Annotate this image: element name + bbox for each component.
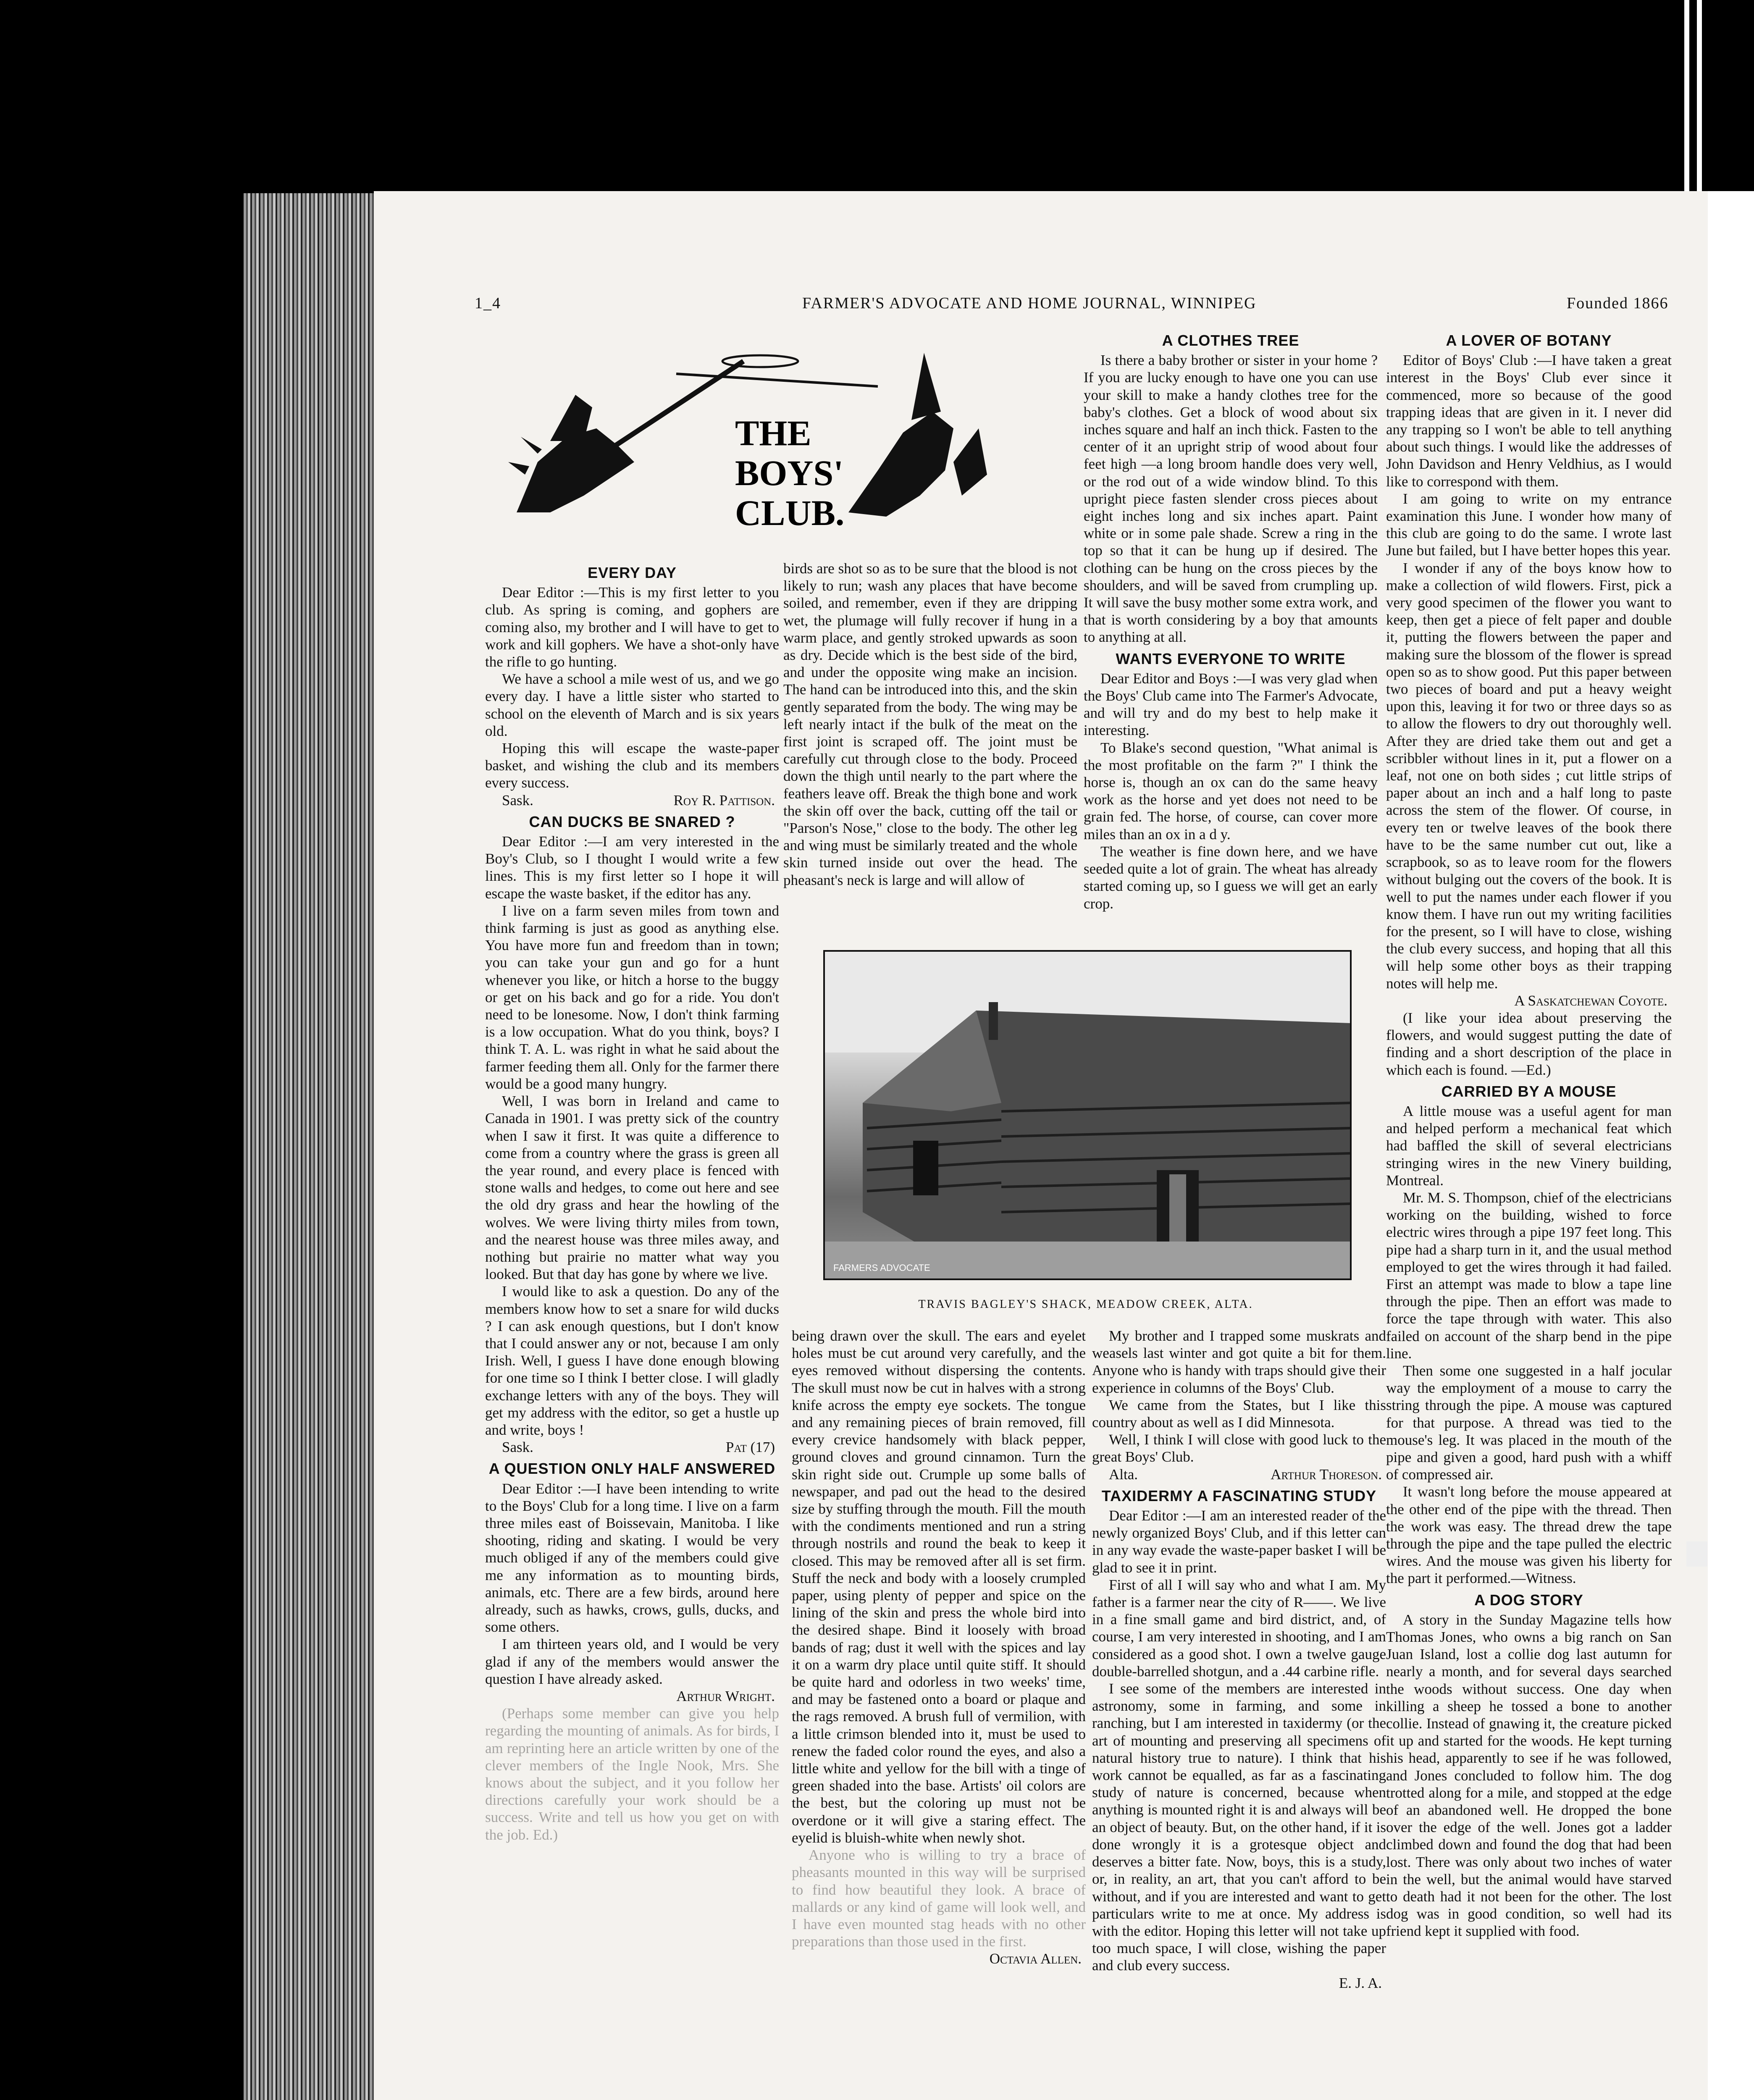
taxidermy-p3: I see some of the members are interested in astronomy, some in farming, and some in ranching, but I am interested in taxidermy (or the art of mounting and preserving all specimens of natural history true to nature). I think that his work cannot be equalled, as far as a fascinating study of nature is concerned, because when anything is mounted right it is and always will be an object of beauty. But, on the other hand, if it is done wrongly it is a grotesque object and deserves a bitter fate. Now, boys, this is a study, or, in reality, an art, that you can't afford to be without, and if you are interested and want to get particulars write to me at once. My address is with the editor. Hoping this letter will not take up too much space, I will close, wishing the paper and club every success. <box>1092 1680 1386 1974</box>
every-day-p1: Dear Editor :—This is my first letter to you club. As spring is coming, and gophers are coming also, my brother and I will have to get to work and kill gophers. We have a shot-only have the rifle to go hunting. <box>485 584 779 670</box>
wants-p5: We came from the States, but I like this country about as well as I did Minnesota. <box>1092 1396 1386 1431</box>
question-p4: birds are shot so as to be sure that the blood is not likely to run; wash any places that have become soiled, and remember, even if they are dripping wet, the plumage will fully recover if hung in a warm place, and gently stroked upwards as soon as dry. Decide which is the best side of the bird, and under the opposite wing make an incision. The hand can be introduced into this, and the skin gently separated from the body. The wing may be left nearly intact if the bulk of the meat on the first joint is scraped off. The joint must be carefully cut through close to the body. Proceed down the thigh until nearly to the part where the feathers leave off. Break the thigh bone and work the skin off over the back, cutting off the tail or "Parson's Nose," close to the body. The other leg and wing must be similarly treated and the whole skin turned inside out over the head. The pheasant's neck is large and will allow of <box>783 560 1077 888</box>
heading-botany: A LOVER OF BOTANY <box>1446 332 1612 349</box>
photo-caption: TRAVIS BAGLEY'S SHACK, MEADOW CREEK, ALTA. <box>918 1298 1253 1311</box>
column-2-bottom <box>792 1327 1086 1968</box>
mouse-p4: It wasn't long before the mouse appeared at the other end of the pipe with the thread. Then the work was easy. The thread drew the tape through the pipe and the tape pulled the electric wires. And the mouse was given his liberty for the part it performed.—Witness. <box>1386 1483 1672 1587</box>
question-signature: Arthur Wright. <box>676 1688 775 1704</box>
heading-ducks: CAN DUCKS BE SNARED ? <box>529 813 735 830</box>
botany-p2: I am going to write on my entrance examination this June. I wonder how many of this club are going to do the same. I wrote last June but failed, but I have better hopes this year. <box>1386 490 1672 559</box>
book-page-edges <box>244 193 386 2100</box>
mouse-p1: A little mouse was a useful agent for man and helped perform a mechanical feat which had baffled the skill of several electricians stringing wires in the new Vinery building, Montreal. <box>1386 1102 1672 1189</box>
question-p6: Anyone who is willing to try a brace of pheasants mounted in this way will be surprised to find how beautiful they look. A brace of mallards or any kind of game will look well, and I have even mounted stag heads with no other preparations than those used in the first. <box>792 1847 1086 1950</box>
gun-barrel <box>571 361 743 475</box>
wants-signature: Alta. Arthur Thoreson. <box>1109 1466 1382 1483</box>
boys-club-masthead <box>500 336 1025 533</box>
heading-taxidermy: TAXIDERMY A FASCINATING STUDY <box>1101 1487 1377 1504</box>
botany-p3: I wonder if any of the boys know how to make a collection of wild flowers. First, pick a very good specimen of the flower you want to keep, then get a piece of felt paper and double it, putting the flowers between the paper and making sure the blossom of the flower is spread open so as to show good. Put this paper between two pieces of board and put a heavy weight upon this, leaving it for two or three days so as to allow the flowers to dry out thoroughly well. After they are dried take them out and get a scribbler without lines in it, put a flower on a leaf, not one on both sides ; cut little strips of paper about an inch and a half long to paste across the stem of the flower. Of course, in every ten or twelve leaves of the book there have to be the same number cut out, like a scrapbook, so as to leave room for the flowers without bulging out the covers of the book. It is well to put the names under each flower if you know them. I have run out my writing facilities for the present, so I will have to close, wishing the club every success, and hoping that all this will help some other boys as their trapping notes will help me. <box>1386 559 1672 992</box>
every-day-p2: We have a school a mile west of us, and we go every day. I have a little sister who started to school on the eleventh of March and is six years old. <box>485 671 779 739</box>
question-p1: Dear Editor :—I have been intending to write to the Boys' Club for a long time. I live on a farm three miles east of Boissevain, Manitoba. I like shooting, riding and skating. I would be very much obliged if any of the members could give me any information as to mounting birds, animals, etc. There are a few birds, around here already, such as hawks, crows, gulls, ducks, and some others. <box>485 1480 779 1635</box>
page-tab <box>1686 1541 1707 1567</box>
taxidermy-p1: Dear Editor :—I am an interested reader of the newly organized Boys' Club, and if this letter can in any way evade the waste-paper basket I will be glad to see it in print. <box>1092 1507 1386 1576</box>
mouse-p3: Then some one suggested in a half jocular way the employment of a mouse to carry the string through the pipe. A mouse was captured for that purpose. A thread was tied to the mouse's leg. It was placed in the mouth of the pipe and given a good, hard push with a whiff of compressed air. <box>1386 1362 1672 1483</box>
question-p2: I am thirteen years old, and I would be very glad if any of the members would answer the question I have already asked. <box>485 1636 779 1687</box>
ducks-p2: I live on a farm seven miles from town and think farming is just as good as anything else. You have more fun and freedom than in town; you can take your gun and go for a hunt whenever you like, or hitch a horse to the buggy or get on his back and go for a ride. You don't need to be lonesome. Now, I don't think farming is a low occupation. What do you think, boys? I think T. A. L. was right in what he said about the farmer feeding them all. Only for the farmer there would be a good many hungry. <box>485 902 779 1092</box>
question-p5: being drawn over the skull. The ears and eyelet holes must be cut around very carefully, and the eyes removed without dispersing the contents. The skull must now be cut in halves with a strong knife across the empty eye sockets. The tongue and any remaining pieces of brain removed, fill every crevice handsomely with black pepper, ground cloves and ground cinnamon. Turn the skin right side out. Crumple up some balls of newspaper, and pad out the head to the desired size by stuffing through the mouth. Fill the mouth with the condiments mentioned and run a string through nostrils and round the beak to keep it closed. This may be removed after all is set firm. Stuff the neck and body with a loosely crumpled paper, using plenty of pepper and spice on the lining of the skin and press the whole bird into the desired shape. Bind it loosely with broad bands of rag; dust it well with the spices and lay it on a warm dry place until quite stiff. It should be quite hard and odorless in two weeks' time, and may be fastened onto a board or plaque and the rags removed. A brush full of vermilion, with a little crimson blended into it, must be used to renew the faded color round the eyes, and also a little white and yellow for the bill with a tinge of green shaded into the base. Artists' oil colors are the best, but the coloring up must not be overdone or it will give a staring effect. The eyelid is bluish-white when newly shot. <box>792 1328 1086 1846</box>
wants-p2: To Blake's second question, "What animal is the most profitable on the farm ?" I think the horse is, though an ox can do the same heavy work as the horse and yet does not need to be grain fed. The horse, of course, can cover more miles than an ox in a d y. <box>1084 739 1378 843</box>
every-day-p3: Hoping this will escape the waste-paper basket, and wishing the club and its members every success. <box>485 740 779 791</box>
botany-p4: (I like your idea about preserving the flowers, and would suggest putting the date of finding and a short description of the place in which each is found. —Ed.) <box>1386 1009 1672 1078</box>
shack-photo <box>823 950 1352 1280</box>
heading-every-day: EVERY DAY <box>588 564 677 581</box>
masthead-the: THE <box>735 413 811 453</box>
clothes-tree-p1: Is there a baby brother or sister in your home ? If you are lucky enough to have one you can use your skill to make a handy clothes tree for the baby's clothes. Get a block of wood about six inches square and half an inch thick. Fasten to the center of it an upright strip of wood about four feet high —a long broom handle does very well, or the rod out of a wide window blind. To this upright piece fasten slender cross pieces about eight inches long and six inches apart. Paint white or in some pale shade. Screw a ring in the top so that it can be hung up if desired. The clothing can be hung on the cross pieces by the shoulders, and will be saved from crumpling up. It will save the busy mother some extra work, and that is worth considering by a boy that amounts to anything at all. <box>1084 352 1378 646</box>
every-day-signature: Sask. Roy R. Pattison. <box>502 792 775 808</box>
mouse-p2: Mr. M. S. Thompson, chief of the electricians working on the building, wished to force electric wires through a pipe 197 feet long. This pipe had a sharp turn in it, and the usual method employed to get the wires through it had failed. First an attempt was made to blow a tape line through the pipe. Then an effort was made to force the tape through with water. This also failed on account of the sharp bend in the pipe line. <box>1386 1189 1672 1362</box>
heading-clothes-tree: A CLOTHES TREE <box>1162 332 1300 349</box>
journal-title: FARMER'S ADVOCATE AND HOME JOURNAL, WINNIPEG <box>802 294 1257 312</box>
heading-wants: WANTS EVERYONE TO WRITE <box>1116 650 1346 667</box>
question-p3: (Perhaps some member can give you help regarding the mounting of animals. As for birds, I am reprinting here an article written by one of the clever members of the Ingle Nook, Mrs. She knows about the subject, and it you follow her directions carefully your work should be a success. Write and tell us how you get on with the job. Ed.) <box>485 1705 779 1843</box>
column-3-top <box>1084 328 1378 912</box>
wants-p6: Well, I think I will close with good luck to the great Boys' Club. <box>1092 1431 1386 1465</box>
facing-page-edge <box>1708 191 1754 2100</box>
dog-p1: A story in the Sunday Magazine tells how Thomas Jones, who owns a big ranch on San Juan Island, lost a collie dog last autumn for nearly a month, and for several days searched the woods without success. One day when killing a sheep he tossed a bone to another collie. Instead of gnawing it, the creature picked it up and started for the woods. He kept turning his head, apparently to see if he was followed, and Jones concluded to follow him. The dog trotted along for a mile, and stopped at the edge of an abandoned well. He dropped the bone over the edge of the well. Jones got a ladder climbed down and found the dog that had been lost. There was only about two inches of water in the well, but the animal would have starved to death had it not been for the other. The lost dog was in good condition, so well had its friend kept it supplied with food. <box>1386 1611 1672 1940</box>
wants-p3: The weather is fine down here, and we have seeded quite a lot of grain. The wheat has already started coming up, so I guess we will get an early crop. <box>1084 843 1378 912</box>
ducks-signature: Sask. Pat (17) <box>502 1439 775 1456</box>
heading-mouse: CARRIED BY A MOUSE <box>1441 1082 1617 1100</box>
right-bird-illustration <box>848 353 987 517</box>
left-bird-illustration <box>508 395 634 512</box>
masthead-club: CLUB. <box>735 493 845 533</box>
film-mark-top <box>1684 0 1689 191</box>
ducks-p3: Well, I was born in Ireland and came to Canada in 1901. I was pretty sick of the country when I saw it first. It was quite a difference to come from a country where the grass is green all the year round, and every place is fenced with stone walls and hedges, to come out here and see the old dry grass and hear the howling of the wolves. We were living thirty miles from town, and the nearest house was three miles away, and nothing but prairie no matter what way you looked. But that day has gone by where we live. <box>485 1093 779 1283</box>
question-signature-2: Octavia Allen. <box>989 1950 1082 1967</box>
heading-question: A QUESTION ONLY HALF ANSWERED <box>488 1460 776 1478</box>
taxidermy-signature: E. J. A. <box>1339 1974 1382 1991</box>
column-1 <box>485 560 779 1843</box>
ducks-p4: I would like to ask a question. Do any of the members know how to set a snare for wild ducks ? I can ask enough questions, but I don't know that I could answer any or not, because I am only Irish. Well, I guess I have done enough blowing for one time so I think I better close. I will gladly exchange letters with any of the boys. They will get my address with the editor, so get a hustle up and write, boys ! <box>485 1283 779 1438</box>
shack-illustration <box>825 952 1350 1278</box>
column-2-top <box>783 560 1077 889</box>
botany-p1: Editor of Boys' Club :—I have taken a great interest in the Boys' Club ever since it commenced, more so because of the good trapping ideas that are given in it. I never did any trapping so I won't be able to tell anything about such things. I would like the addresses of John Davidson and Henry Veldhius, as I would like to correspond with them. <box>1386 352 1672 490</box>
wants-p1: Dear Editor and Boys :—I was very glad when the Boys' Club came into The Farmer's Advocate, and will try and do my best to help make it interesting. <box>1084 670 1378 739</box>
masthead-boys: BOYS' <box>735 453 844 493</box>
taxidermy-p2: First of all I will say who and what I am. My father is a farmer near the city of R——. We live in a fine small game and bird district, and, of course, I am very interested in shooting, and I am considered as a good shot. I own a twelve gauge double-barrelled shotgun, and a .44 carbine rifle. <box>1092 1576 1386 1680</box>
founded-label: Founded 1866 <box>1567 294 1669 312</box>
photo-stamp: FARMERS ADVOCATE <box>833 1263 930 1273</box>
heading-dog: A DOG STORY <box>1474 1591 1583 1609</box>
column-4 <box>1386 328 1672 1940</box>
wants-p4: My brother and I trapped some muskrats and weasels last winter and got quite a bit for them. Anyone who is handy with traps should give their experience in columns of the Boys' Club. <box>1092 1328 1386 1396</box>
ducks-p1: Dear Editor :—I am very interested in the Boy's Club, so I thought I would write a few lines. This is my first letter so I hope it will escape the waste basket, if the editor has any. <box>485 833 779 902</box>
page-number: 1_4 <box>475 294 501 312</box>
column-3-bottom <box>1092 1327 1386 1992</box>
film-mark-top-2 <box>1697 0 1702 191</box>
botany-signature: A Saskatchewan Coyote. <box>1514 992 1667 1009</box>
